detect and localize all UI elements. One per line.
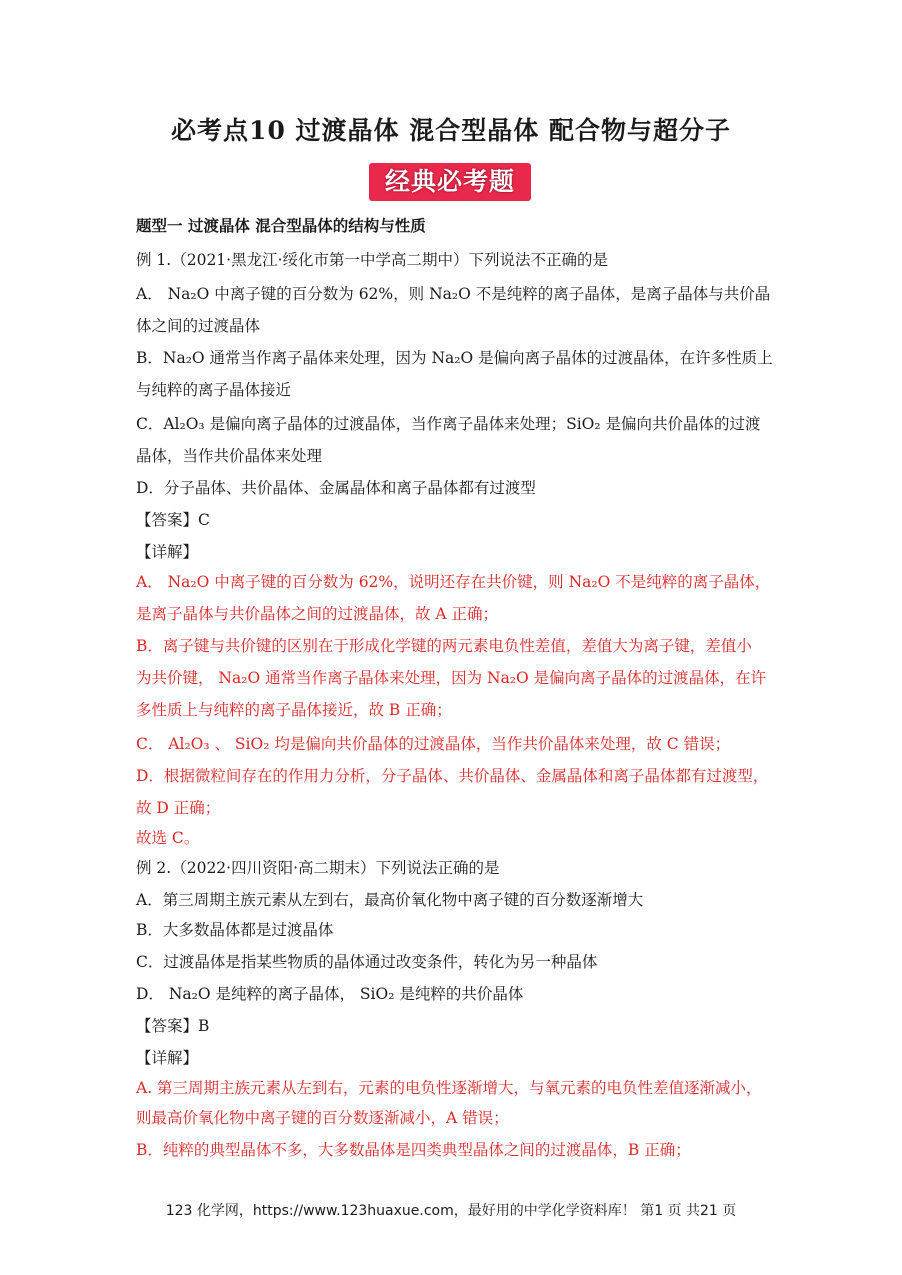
text-line: C．过渡晶体是指某些物质的晶体通过改变条件，转化为另一种晶体 (136, 953, 598, 971)
text-line: D．分子晶体、共价晶体、金属晶体和离子晶体都有过渡型 (136, 479, 536, 497)
text-line: 晶体，当作共价晶体来处理 (136, 447, 323, 465)
page-title: 必考点10 过渡晶体 混合型晶体 配合物与超分子 (171, 116, 731, 145)
text-line: B．离子键与共价键的区别在于形成化学键的两元素电负性差值，差值大为离子键，差值小 (136, 637, 752, 655)
text-line: 是离子晶体与共价晶体之间的过渡晶体，故 A 正确； (136, 605, 499, 623)
text-line: 为共价键， Na₂O 通常当作离子晶体来处理，因为 Na₂O 是偏向离子晶体的过渡晶体，在许 (136, 669, 767, 687)
text-line: 多性质上与纯粹的离子晶体接近，故 B 正确； (136, 701, 452, 719)
text-line: 故选 C。 (136, 829, 200, 847)
text-line: C．Al₂O₃ 是偏向离子晶体的过渡晶体，当作离子晶体来处理；SiO₂ 是偏向共价晶体的过渡 (136, 415, 761, 433)
text-line: B．Na₂O 通常当作离子晶体来处理，因为 Na₂O 是偏向离子晶体的过渡晶体，在许多性质上 (136, 349, 773, 367)
text-line: C． Al₂O₃ 、 SiO₂ 均是偏向共价晶体的过渡晶体，当作共价晶体来处理，故 C 错误； (136, 735, 731, 753)
text-line: 【详解】 (136, 543, 199, 561)
text-line: A． Na₂O 中离子键的百分数为 62%，说明还存在共价键，则 Na₂O 不是纯粹的离子晶体， (136, 573, 771, 591)
text-line: 则最高价氧化物中离子键的百分数逐渐减小，A 错误； (136, 1109, 509, 1127)
text-line: 故 D 正确； (136, 799, 221, 817)
text-line: B．纯粹的典型晶体不多，大多数晶体是四类典型晶体之间的过渡晶体，B 正确； (136, 1141, 691, 1159)
text-line: D．根据微粒间存在的作用力分析，分子晶体、共价晶体、金属晶体和离子晶体都有过渡型， (136, 767, 769, 785)
page-footer: 123 化学网，https://www.123huaxue.com，最好用的中学化学资料库！ 第1 页 共21 页 (165, 1203, 737, 1219)
text-line: A． Na₂O 中离子键的百分数为 62%，则 Na₂O 不是纯粹的离子晶体，是离子晶体与共价晶 (136, 285, 771, 303)
text-line: D． Na₂O 是纯粹的离子晶体， SiO₂ 是纯粹的共价晶体 (136, 985, 524, 1003)
text-line: A. 第三周期主族元素从左到右，元素的电负性逐渐增大，与氧元素的电负性差值逐渐减小， (136, 1079, 762, 1097)
text-line: 【答案】B (136, 1017, 210, 1035)
text-line: 例 1.（2021·黑龙江·绥化市第一中学高二期中）下列说法不正确的是 (136, 251, 609, 269)
text-line: 体之间的过渡晶体 (136, 317, 261, 335)
section-heading: 题型一 过渡晶体 混合型晶体的结构与性质 (136, 216, 426, 235)
text-line: 【详解】 (136, 1049, 199, 1067)
text-line: A．第三周期主族元素从左到右，最高价氧化物中离子键的百分数逐渐增大 (136, 891, 644, 909)
text-line: B．大多数晶体都是过渡晶体 (136, 921, 334, 939)
text-line: 与纯粹的离子晶体接近 (136, 381, 292, 399)
text-line: 例 2.（2022·四川资阳·高二期末）下列说法正确的是 (136, 859, 500, 877)
section-badge: 经典必考题 (369, 163, 531, 201)
text-line: 【答案】C (136, 511, 210, 529)
